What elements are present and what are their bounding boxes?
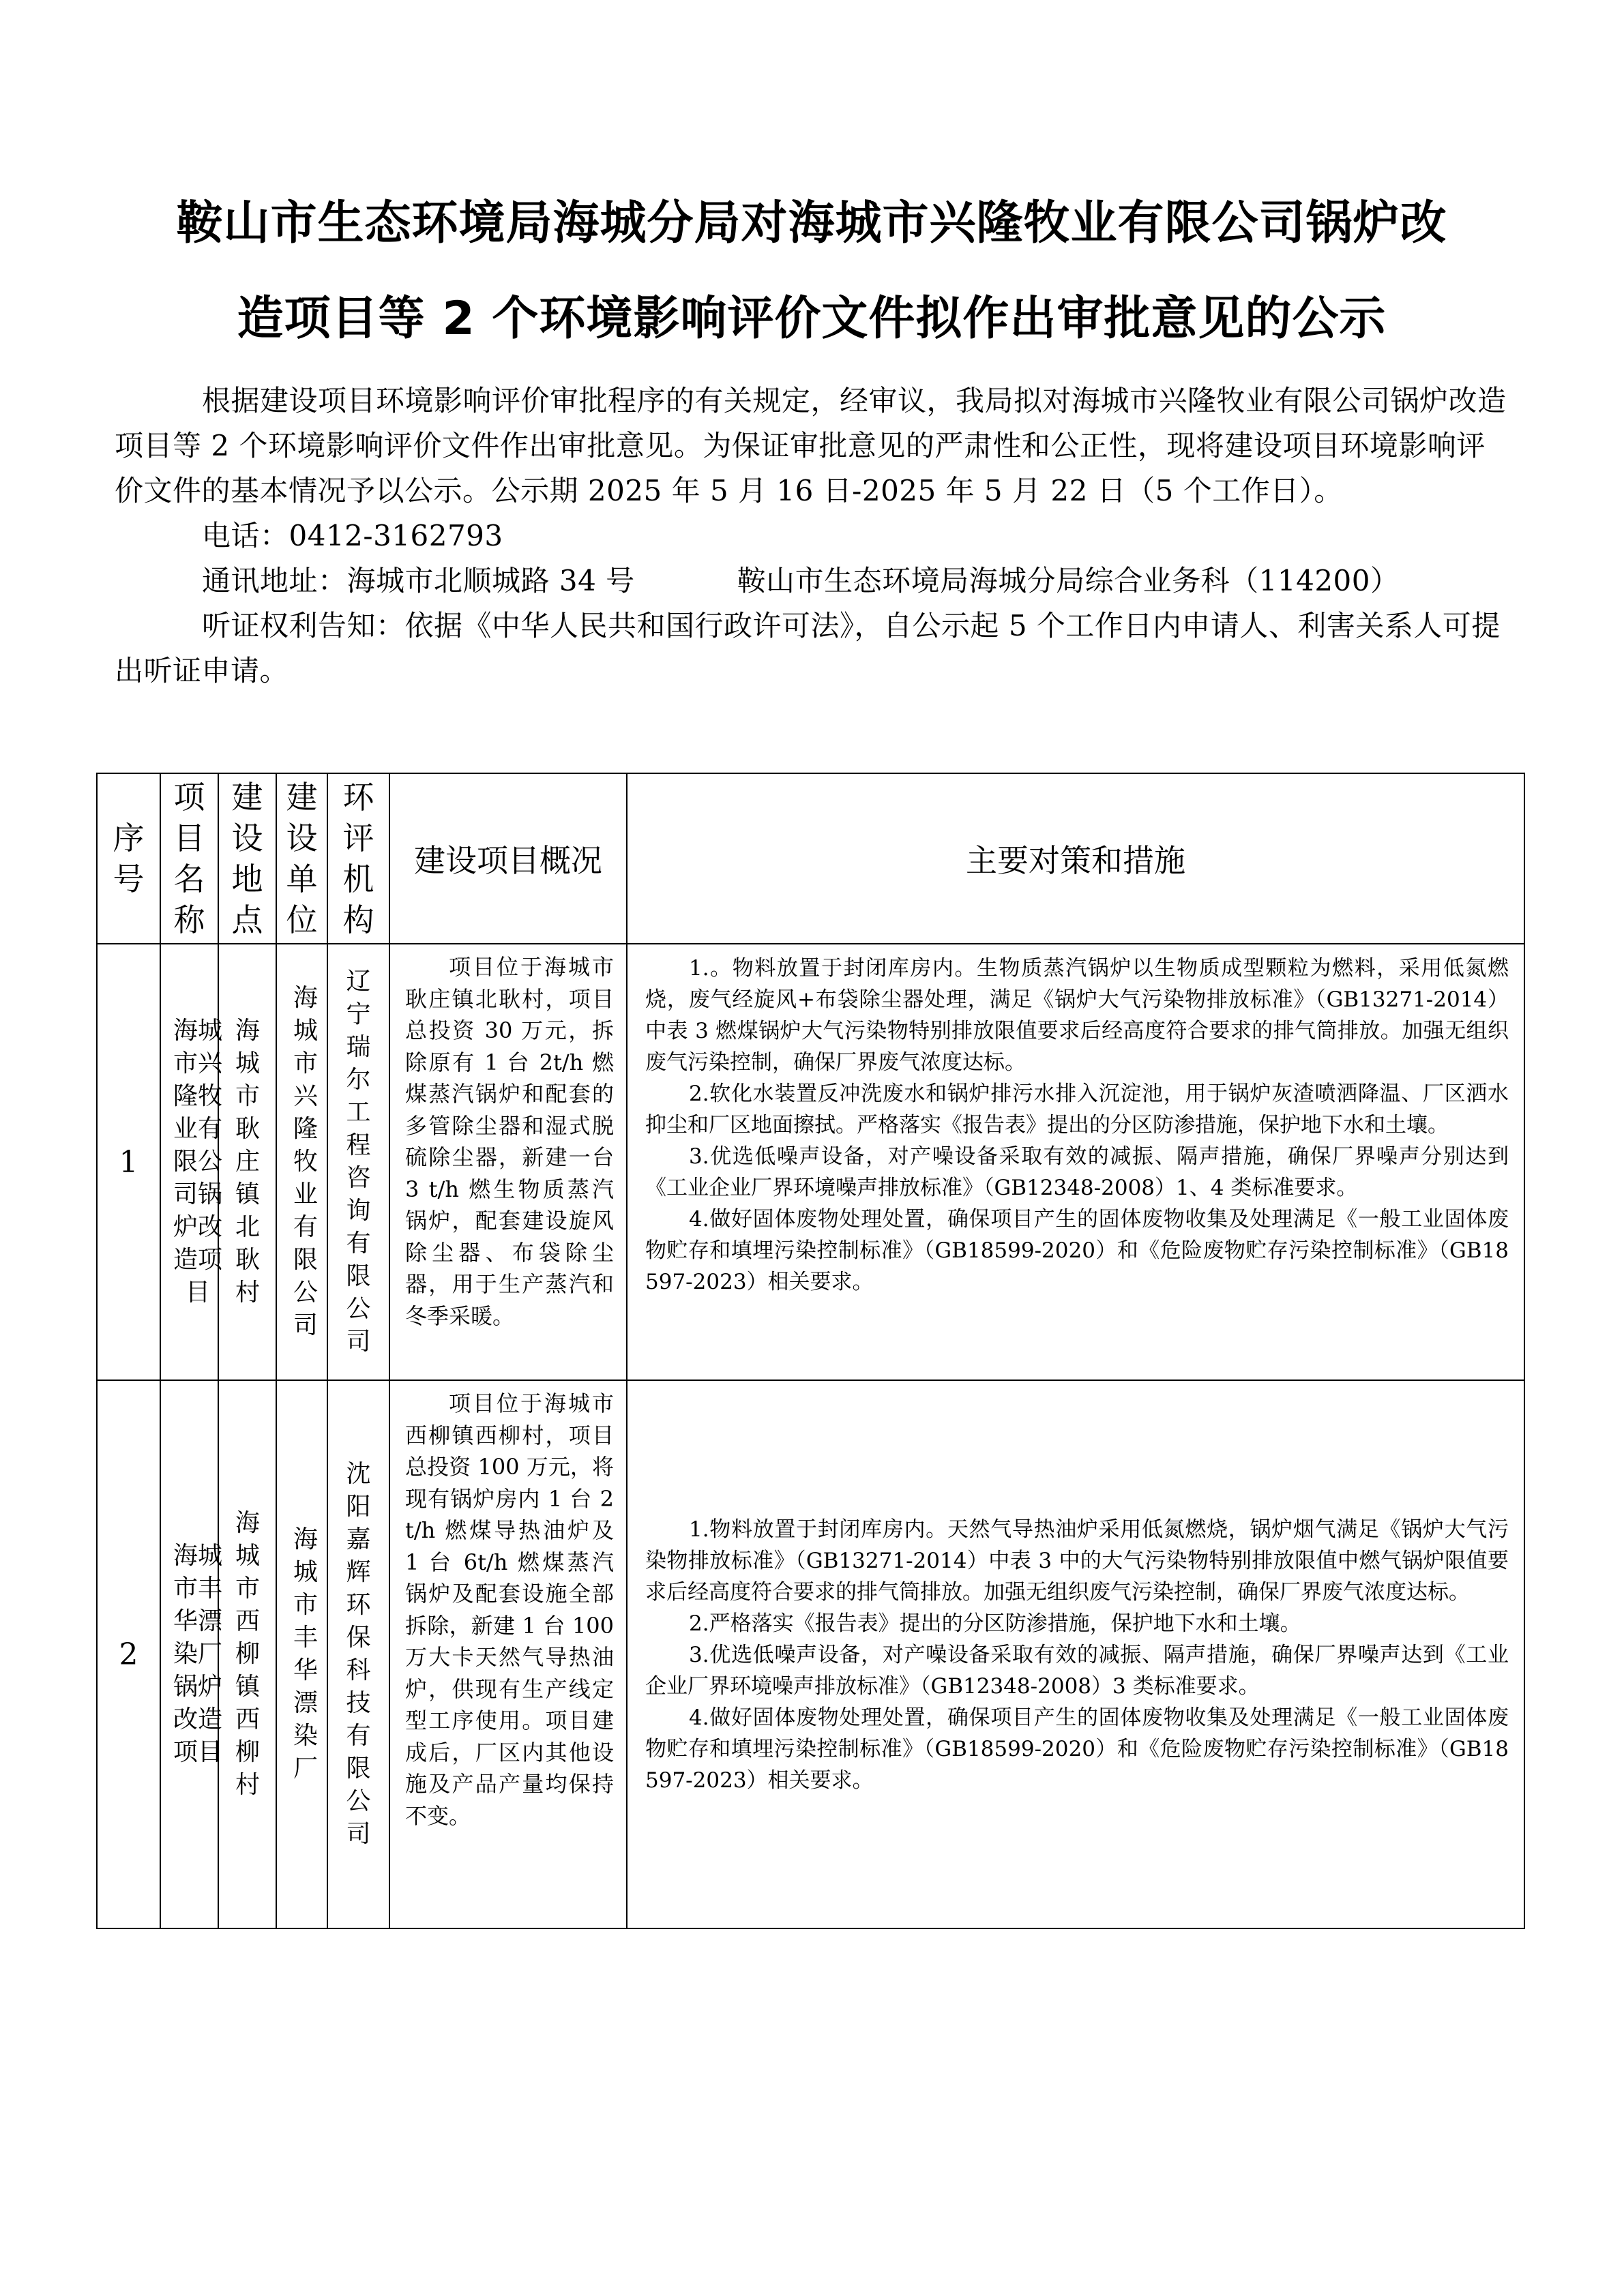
header-name: 项目名称 [160, 773, 218, 944]
project-name-cell: 海城市丰华漂染厂锅炉改造项目 [160, 1380, 218, 1928]
measure-item: 1.物料放置于封闭库房内。天然气导热油炉采用低氮燃烧，锅炉烟气满足《锅炉大气污染物排放标准》（GB13271-2014）中表 3 中的大气污染物特别排放限值中燃气锅炉限值要求后经高度符合要求的排气筒排放。加强无组织废气污染控制，确保厂界废气浓度达标。 [645, 1517, 1509, 1605]
agency-cell: 沈阳嘉辉环保科技有限公司 [327, 1380, 389, 1928]
intro-section [115, 378, 1513, 694]
measure-item: 2.软化水装置反冲洗废水和锅炉排污水排入沉淀池，用于锅炉灰渣喷洒降温、厂区洒水抑尘和厂区地面擦拭。严格落实《报告表》提出的分区防渗措施，保护地下水和土壤。 [645, 1082, 1509, 1137]
overview-cell: 项目位于海城市耿庄镇北耿村，项目总投资 30 万元，拆除原有 1 台 2t/h 燃煤蒸汽锅炉和配套的多管除尘器和湿式脱硫除尘器，新建一台 3 t/h 燃生物质蒸汽锅炉，配套建设旋风除尘器、布袋除尘器，用于生产蒸汽和冬季采暖。 [389, 944, 627, 1380]
measure-item: 4.做好固体废物处理处置，确保项目产生的固体废物收集及处理满足《一般工业固体废物贮存和填埋污染控制标准》（GB18599-2020）和《危险废物贮存污染控制标准》（GB18597-2023）相关要求。 [645, 1705, 1509, 1793]
header-overview: 建设项目概况 [389, 773, 627, 944]
location-cell: 海城市西柳镇西柳村 [218, 1380, 276, 1928]
header-location: 建设地点 [218, 773, 276, 944]
table-header-row [97, 773, 1524, 944]
address-unit-text: 鞍山市生态环境局海城分局综合业务科（114200） [737, 564, 1400, 597]
document-title-line-2: 造项目等 2 个环境影响评价文件拟作出审批意见的公示 [237, 292, 1387, 346]
table-row [97, 1380, 1524, 1928]
location-cell: 海城市耿庄镇北耿村 [218, 944, 276, 1380]
phone-line: 电话：0412-3162793 [202, 519, 503, 552]
measure-item: 1.。物料放置于封闭库房内。生物质蒸汽锅炉以生物质成型颗粒为燃料，采用低氮燃烧，废气经旋风+布袋除尘器处理，满足《锅炉大气污染物排放标准》（GB13271-2014）中表 3 燃煤锅炉大气污染物特别排放限值要求后经高度符合要求的排气筒排放。加强无组织废气污染控制，确保厂界废气浓度达标。 [645, 956, 1509, 1075]
measure-item: 3.优选低噪声设备，对产噪设备采取有效的减振、隔声措施，确保厂界噪声达到《工业企业厂界环境噪声排放标准》（GB12348-2008）3 类标准要求。 [645, 1643, 1509, 1699]
builder-cell: 海城市丰华漂染厂 [276, 1380, 327, 1928]
header-index: 序号 [97, 773, 160, 944]
builder-cell: 海城市兴隆牧业有限公司 [276, 944, 327, 1380]
overview-cell: 项目位于海城市西柳镇西柳村，项目总投资 100 万元，将现有锅炉房内 1 台 2t/h 燃煤导热油炉及 1 台 6t/h 燃煤蒸汽锅炉及配套设施全部拆除，新建 1 台 100 万大卡天然气导热油炉，供现有生产线定型工序使用。项目建成后，厂区内其他设施及产品产量均保持不变。 [389, 1380, 627, 1928]
intro-paragraph: 根据建设项目环境影响评价审批程序的有关规定，经审议，我局拟对海城市兴隆牧业有限公司锅炉改造项目等 2 个环境影响评价文件作出审批意见。为保证审批意见的严肃性和公正性，现将建设项目环境影响评价文件的基本情况予以公示。公示期 2025 年 5 月 16 日-2025 年 5 月 22 日（5 个工作日）。 [115, 384, 1507, 507]
measure-item: 4.做好固体废物处理处置，确保项目产生的固体废物收集及处理满足《一般工业固体废物贮存和填埋污染控制标准》（GB18599-2020）和《危险废物贮存污染控制标准》（GB18597-2023）相关要求。 [645, 1207, 1509, 1294]
project-name-cell: 海城市兴隆牧业有限公司锅炉改造项目 [160, 944, 218, 1380]
header-agency: 环评机构 [327, 773, 389, 944]
document-title [95, 176, 1528, 367]
agency-cell: 辽宁瑞尔工程咨询有限公司 [327, 944, 389, 1380]
address-text: 通讯地址：海城市北顺城路 34 号 [202, 564, 635, 597]
table-row [97, 944, 1524, 1380]
measure-item: 2.严格落实《报告表》提出的分区防渗措施，保护地下水和土壤。 [689, 1611, 1301, 1636]
header-builder: 建设单位 [276, 773, 327, 944]
measures-cell [627, 1380, 1524, 1928]
projects-table [96, 773, 1525, 1929]
hearing-notice: 听证权利告知：依据《中华人民共和国行政许可法》，自公示起 5 个工作日内申请人、利害关系人可提出听证申请。 [115, 609, 1501, 687]
address-line [115, 558, 1513, 603]
row-index: 2 [97, 1380, 160, 1928]
header-measures: 主要对策和措施 [627, 773, 1524, 944]
document-title-line-1: 鞍山市生态环境局海城分局对海城市兴隆牧业有限公司锅炉改 [176, 196, 1447, 250]
row-index: 1 [97, 944, 160, 1380]
measures-cell [627, 944, 1524, 1380]
measure-item: 3.优选低噪声设备，对产噪设备采取有效的减振、隔声措施，确保厂界噪声分别达到《工业企业厂界环境噪声排放标准》（GB12348-2008）1、4 类标准要求。 [645, 1144, 1509, 1200]
